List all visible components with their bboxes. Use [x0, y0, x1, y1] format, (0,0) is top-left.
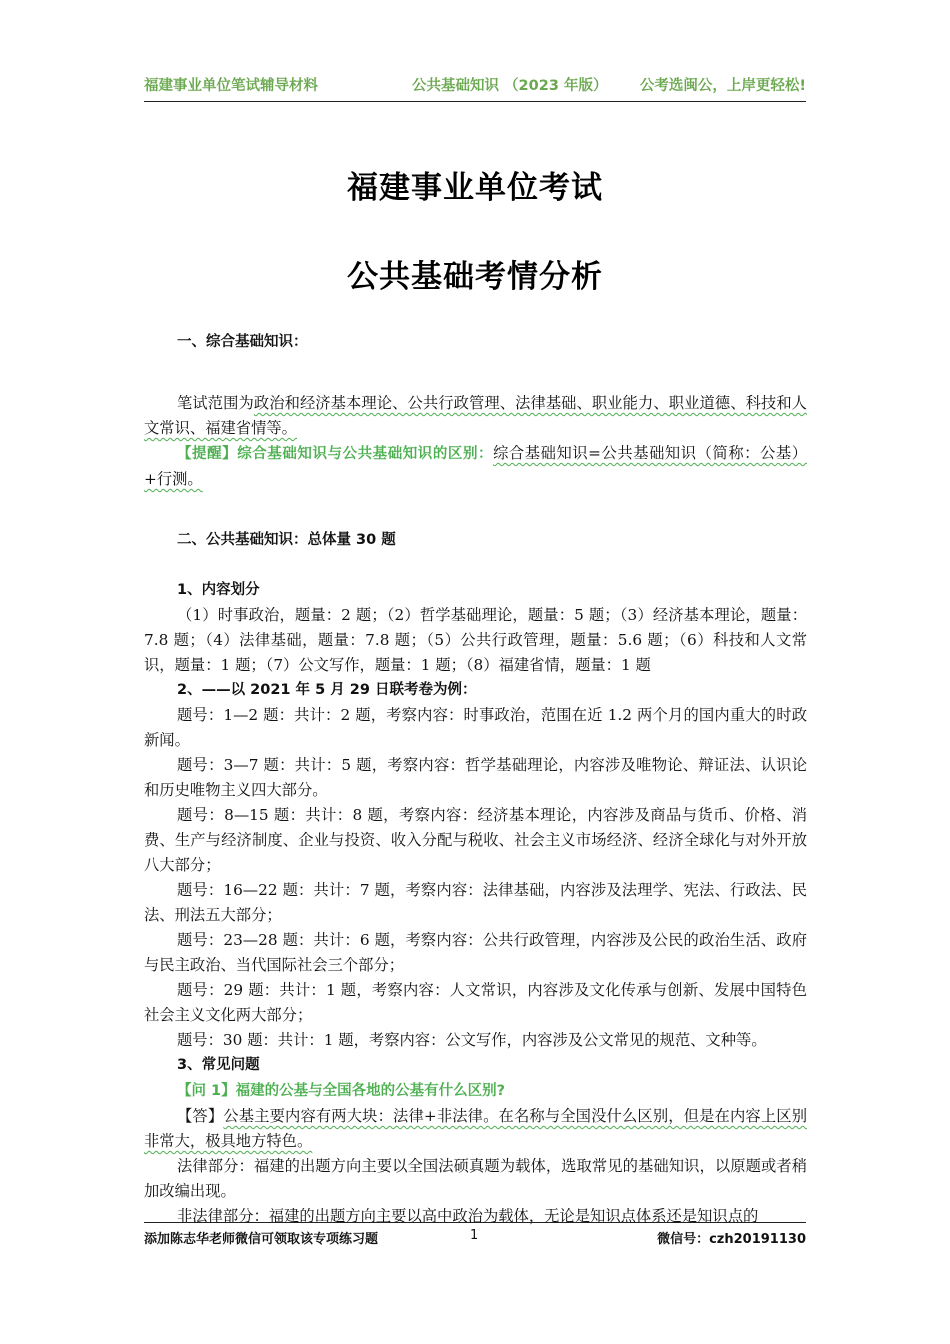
page-number: 1: [470, 1228, 479, 1243]
footer-divider: [144, 1222, 806, 1223]
subheading-faq: 3、常见问题: [177, 1057, 260, 1073]
exam-item: 题号：29 题：共计：1 题，考察内容：人文常识，内容涉及文化传承与创新、发展中国特色社会主义文化两大部分；: [144, 981, 807, 1024]
section1-scope: 政治和经济基本理论、公共行政管理、法律基础、职业能力、职业道德、科技和人文常识、福建省情等。: [144, 394, 807, 437]
exam-item: 题号：16—22 题：共计：7 题，考察内容：法律基础，内容涉及法理学、宪法、行政法、民法、刑法五大部分；: [144, 881, 807, 924]
exam-item: 题号：30 题：共计：1 题，考察内容：公文写作，内容涉及公文常见的规范、文种等。: [177, 1031, 767, 1049]
section1-reminder: [144, 441, 807, 492]
footer-right-text: 微信号：czh20191130: [657, 1232, 806, 1247]
reminder-text: 综合基础知识=公共基础知识（简称：公基）+行测。: [144, 444, 808, 488]
subheading-content-division: 1、内容划分: [177, 582, 260, 598]
section1-intro: 笔试范围为: [177, 394, 254, 412]
header-right-text: 公考选闽公，上岸更轻松!: [639, 78, 806, 94]
section2-heading: 二、公共基础知识：总体量 30 题: [177, 532, 396, 548]
document-title-line1: 福建事业单位考试: [347, 170, 603, 206]
document-body: [144, 330, 807, 1229]
content-division-text: （1）时事政治，题量：2 题；（2）哲学基础理论，题量：5 题；（3）经济基本理论，题量：7.8 题；（4）法律基础，题量：7.8 题；（5）公共行政管理，题量：5.6 题；（6）科技和人文常识，题量：1 题；（7）公文写作，题量：1 题；（8）福建省情，题量：1 题: [144, 606, 807, 674]
faq-answer-text: 公基主要内容有两大块：法律+非法律。在名称与全国没什么区别，但是在内容上区别非常大，极具地方特色。: [144, 1107, 807, 1150]
section1-paragraph: [144, 391, 807, 441]
footer-left-text: 添加陈志华老师微信可领取该专项练习题: [144, 1232, 379, 1247]
exam-item: 题号：8—15 题：共计：8 题，考察内容：经济基本理论，内容涉及商品与货币、价格、消费、生产与经济制度、企业与投资、收入分配与税收、社会主义市场经济、经济全球化与对外开放八大部分；: [144, 806, 807, 874]
header-divider: [144, 101, 806, 102]
page-footer: [144, 1228, 806, 1250]
law-part-text: 法律部分：福建的出题方向主要以全国法硕真题为载体，选取常见的基础知识，以原题或者稍加改编出现。: [144, 1157, 807, 1200]
exam-item: 题号：3—7 题：共计：5 题，考察内容：哲学基础理论，内容涉及唯物论、辩证法、认识论和历史唯物主义四大部分。: [144, 756, 807, 799]
document-title-line2: 公共基础考情分析: [347, 259, 603, 295]
header-middle-text: 公共基础知识 （2023 年版）: [412, 78, 608, 94]
nonlaw-part-text: 非法律部分：福建的出题方向主要以高中政治为载体，无论是知识点体系还是知识点的: [177, 1207, 759, 1225]
exam-item: 题号：1—2 题：共计：2 题，考察内容：时事政治，范围在近 1.2 两个月的国内重大的时政新闻。: [144, 706, 807, 749]
section1-heading: 一、综合基础知识：: [177, 334, 308, 350]
faq-question-text: 【问 1】福建的公基与全国各地的公基有什么区别?: [177, 1083, 506, 1099]
faq-answer: [144, 1104, 807, 1154]
header-left-text: 福建事业单位笔试辅导材料: [144, 78, 318, 94]
page-header: [144, 70, 806, 96]
faq-answer-label: 【答】: [177, 1107, 224, 1125]
faq-question: [144, 1078, 807, 1104]
exam-item: 题号：23—28 题：共计：6 题，考察内容：公共行政管理，内容涉及公民的政治生活、政府与民主政治、当代国际社会三个部分；: [144, 931, 807, 974]
subheading-exam-example: 2、——以 2021 年 5 月 29 日联考卷为例：: [177, 682, 477, 698]
reminder-label: 【提醒】综合基础知识与公共基础知识的区别：: [177, 446, 494, 462]
